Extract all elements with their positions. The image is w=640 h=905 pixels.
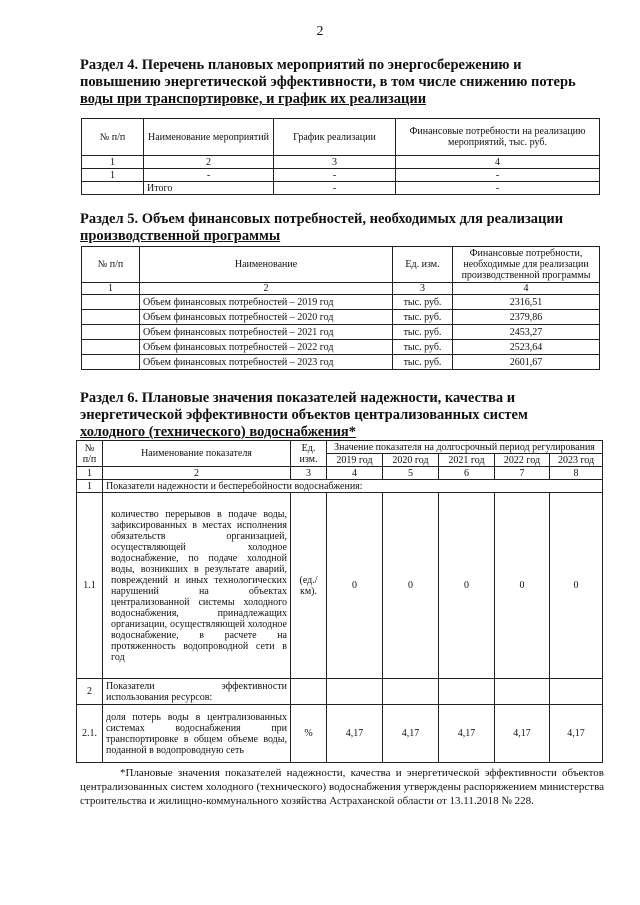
header-unit: Ед. изм. [291, 441, 327, 467]
table-cell [439, 679, 495, 705]
table-cell: - [396, 182, 600, 195]
table-row [77, 679, 603, 705]
table-cell: тыс. руб. [393, 355, 453, 370]
table-cell [82, 182, 144, 195]
section5-heading-line: производственной программы [80, 228, 281, 244]
table-cell: - [144, 169, 274, 182]
table-cell: Объем финансовых потребностей – 2019 год [140, 295, 393, 310]
header-period: Значение показателя на долгосрочный период регулирования [327, 441, 603, 454]
group-title: Показатели надежности и бесперебойности водоснабжения: [103, 480, 603, 493]
table-row [82, 325, 600, 340]
col-number: 5 [383, 467, 439, 480]
header-num: № п/п [77, 441, 103, 467]
group-number: 1 [77, 480, 103, 493]
col-number: 2 [103, 467, 291, 480]
value-cell: 4,17 [383, 705, 439, 763]
header-year: 2022 год [495, 454, 550, 467]
table-cell: 2316,51 [453, 295, 600, 310]
table-row [77, 493, 603, 679]
table-cell [383, 679, 439, 705]
value-cell: 0 [327, 493, 383, 679]
header-finance: Финансовые потребности, необходимые для реализации производственной программы [453, 247, 600, 283]
section4-heading-line: Раздел 4. Перечень плановых мероприятий по энергосбережению и [80, 57, 522, 73]
table-cell: 1 [82, 169, 144, 182]
col-number: 3 [274, 156, 396, 169]
table-row [82, 340, 600, 355]
table-cell: 2379,86 [453, 310, 600, 325]
table-row [77, 467, 603, 480]
table-cell [82, 295, 140, 310]
section6-heading-line: Раздел 6. Плановые значения показателей надежности, качества и [80, 390, 516, 406]
footnote: *Плановые значения показателей надежности, качества и энергетической эффективности объектов централизованных систем холодного (технического) водоснабжения утверждены распоряжением министерства строительства и жилищно-коммунального хозяйства Астраханской области от 13.11.2018 № 228. [80, 767, 604, 807]
table-cell [82, 325, 140, 340]
header-unit: Ед. изм. [393, 247, 453, 283]
table-cell [550, 679, 603, 705]
indicator-unit: (ед./ км). [291, 493, 327, 679]
row-number: 1.1 [77, 493, 103, 679]
col-number: 7 [495, 467, 550, 480]
table-row [82, 169, 600, 182]
value-cell: 0 [439, 493, 495, 679]
header-num: № п/п [82, 247, 140, 283]
table-cell: тыс. руб. [393, 295, 453, 310]
table-cell: Объем финансовых потребностей – 2020 год [140, 310, 393, 325]
group-number: 2 [77, 679, 103, 705]
col-number: 2 [140, 283, 393, 295]
col-number: 1 [77, 467, 103, 480]
table-cell: 2601,67 [453, 355, 600, 370]
value-cell: 4,17 [439, 705, 495, 763]
row-number: 2.1. [77, 705, 103, 763]
table-cell: 2453,27 [453, 325, 600, 340]
section4-table [81, 118, 600, 195]
section5-table [81, 246, 600, 370]
value-cell: 4,17 [495, 705, 550, 763]
header-schedule: График реализации [274, 119, 396, 156]
col-number: 4 [327, 467, 383, 480]
col-number: 1 [82, 156, 144, 169]
section5-heading [80, 211, 600, 245]
table-cell: тыс. руб. [393, 340, 453, 355]
table-cell [82, 340, 140, 355]
table-cell: тыс. руб. [393, 310, 453, 325]
col-number: 8 [550, 467, 603, 480]
table-cell [82, 310, 140, 325]
header-year: 2019 год [327, 454, 383, 467]
header-year: 2021 год [439, 454, 495, 467]
section4-heading [80, 57, 600, 108]
col-number: 4 [396, 156, 600, 169]
table-cell [327, 679, 383, 705]
table-cell [291, 679, 327, 705]
section6-table [76, 440, 603, 763]
table-row [82, 182, 600, 195]
value-cell: 4,17 [327, 705, 383, 763]
table-cell: - [274, 169, 396, 182]
page-number: 2 [316, 24, 324, 39]
table-row [82, 310, 600, 325]
table-cell: Объем финансовых потребностей – 2022 год [140, 340, 393, 355]
table-row [77, 480, 603, 493]
header-name: Наименование [140, 247, 393, 283]
header-name: Наименование показателя [103, 441, 291, 467]
indicator-name: количество перерывов в подаче воды, зафиксированных в местах исполнения обязательств организацией, осуществляющей холодное водоснабжение, по подаче холодной воды, возникших в результате аварий, повреждений и иных технологических нарушений на объектах централизованной системы холодного водоснабжения, принадлежащих организации, осуществляющей холодное водоснабжение, в расчете на протяженность водопроводной сети в год [103, 493, 291, 679]
col-number: 6 [439, 467, 495, 480]
table-row [82, 355, 600, 370]
header-finance: Финансовые потребности на реализацию мероприятий, тыс. руб. [396, 119, 600, 156]
value-cell: 0 [495, 493, 550, 679]
header-year: 2020 год [383, 454, 439, 467]
table-cell: 2523,64 [453, 340, 600, 355]
value-cell: 4,17 [550, 705, 603, 763]
table-cell: Объем финансовых потребностей – 2023 год [140, 355, 393, 370]
table-cell [82, 355, 140, 370]
header-num: № п/п [82, 119, 144, 156]
indicator-name: доля потерь воды в централизованных системах водоснабжения при транспортировке в общем объеме воды, поданной в водопроводную сеть [103, 705, 291, 763]
section4-heading-line: повышению энергетической эффективности, в том числе снижению потерь [80, 74, 576, 90]
table-cell: Итого [144, 182, 274, 195]
col-number: 3 [291, 467, 327, 480]
col-number: 2 [144, 156, 274, 169]
group-title: Показатели эффективности использования ресурсов: [103, 679, 291, 705]
value-cell: 0 [550, 493, 603, 679]
section6-heading [80, 390, 600, 441]
table-cell: Объем финансовых потребностей – 2021 год [140, 325, 393, 340]
table-row [82, 156, 600, 169]
section5-heading-line: Раздел 5. Объем финансовых потребностей, необходимых для реализации [80, 211, 564, 227]
section4-heading-line: воды при транспортировке, и график их реализации [80, 91, 427, 107]
table-cell: - [274, 182, 396, 195]
section6-heading-line: холодного (технического) водоснабжения* [80, 424, 357, 440]
section6-heading-line: энергетической эффективности объектов централизованных систем [80, 407, 528, 423]
value-cell: 0 [383, 493, 439, 679]
table-row [77, 705, 603, 763]
indicator-unit: % [291, 705, 327, 763]
col-number: 1 [82, 283, 140, 295]
header-year: 2023 год [550, 454, 603, 467]
col-number: 3 [393, 283, 453, 295]
table-row [82, 283, 600, 295]
table-cell: - [396, 169, 600, 182]
table-cell [495, 679, 550, 705]
col-number: 4 [453, 283, 600, 295]
table-row [82, 295, 600, 310]
table-cell: тыс. руб. [393, 325, 453, 340]
header-name: Наименование мероприятий [144, 119, 274, 156]
